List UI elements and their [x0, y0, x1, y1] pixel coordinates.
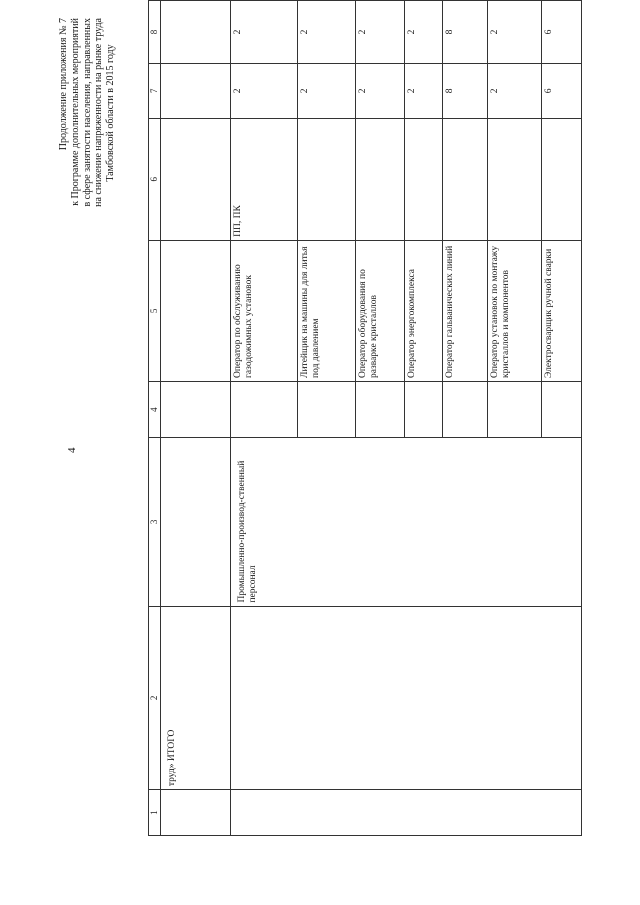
training-form-cell: [405, 118, 443, 240]
count-cell: 6: [542, 64, 582, 119]
profession-cell: Литейщик на машины для литья под давлением: [298, 240, 356, 381]
count-cell: 2: [356, 1, 405, 64]
column-number-row: [149, 1, 161, 836]
table-cell: [161, 438, 231, 606]
column-number: 1: [149, 790, 161, 836]
table-cell: [161, 1, 231, 64]
table-cell: [231, 790, 582, 836]
column-number: 5: [149, 240, 161, 381]
table-cell: [443, 381, 488, 437]
profession-cell: Оператор гальванических линий: [443, 240, 488, 381]
profession-cell: Оператор энергокомплекса: [405, 240, 443, 381]
count-cell: 2: [298, 64, 356, 119]
column-number: 6: [149, 118, 161, 240]
category-cell: Промышленно-производ-ственный персонал: [231, 438, 582, 606]
table-row: [231, 1, 298, 836]
training-form-cell: [298, 118, 356, 240]
table-cell: [161, 790, 231, 836]
profession-cell: Оператор по обслуживанию газодожимных установок: [231, 240, 298, 381]
table-cell: [161, 64, 231, 119]
table-cell: [231, 606, 582, 790]
count-cell: 2: [405, 64, 443, 119]
training-form-cell: [443, 118, 488, 240]
header-line: Продолжение приложения № 7: [58, 18, 69, 151]
count-cell: 2: [231, 64, 298, 119]
training-form-cell: [488, 118, 542, 240]
total-label: труд» ИТОГО: [161, 606, 231, 790]
column-number: 3: [149, 438, 161, 606]
column-number: 7: [149, 64, 161, 119]
total-row: [161, 1, 231, 836]
count-cell: 8: [443, 64, 488, 119]
table-cell: [298, 381, 356, 437]
column-number: 2: [149, 606, 161, 790]
count-cell: 2: [488, 64, 542, 119]
count-cell: 2: [231, 1, 298, 64]
count-cell: 2: [405, 1, 443, 64]
count-cell: 2: [356, 64, 405, 119]
page-number: 4: [66, 447, 78, 453]
training-form-cell: [542, 118, 582, 240]
count-cell: 6: [542, 1, 582, 64]
count-cell: 2: [298, 1, 356, 64]
table-cell: [161, 240, 231, 381]
profession-cell: Оператор установок по монтажу кристаллов и компонентов: [488, 240, 542, 381]
header-line: в сфере занятости населения, направленных: [81, 18, 93, 207]
table-cell: [356, 381, 405, 437]
column-number: 4: [149, 381, 161, 437]
column-number: 8: [149, 1, 161, 64]
header-line: к Программе дополнительных мероприятий: [69, 18, 81, 206]
table-cell: [405, 381, 443, 437]
table-cell: [542, 381, 582, 437]
training-form-cell: [356, 118, 405, 240]
profession-cell: Оператор оборудования по разварке кристаллов: [356, 240, 405, 381]
training-form-cell: ПП, ПК: [231, 118, 298, 240]
employment-table: [148, 0, 582, 836]
table-cell: [231, 381, 298, 437]
profession-cell: Электросварщик ручной сварки: [542, 240, 582, 381]
header-line: на снижение напряженности на рынке труда: [93, 18, 105, 207]
table-cell: [161, 381, 231, 437]
count-cell: 8: [443, 1, 488, 64]
header-line: Тамбовской области в 2015 году: [105, 44, 117, 182]
count-cell: 2: [488, 1, 542, 64]
appendix-header: [58, 18, 117, 208]
table-cell: [488, 381, 542, 437]
table-cell: [161, 118, 231, 240]
